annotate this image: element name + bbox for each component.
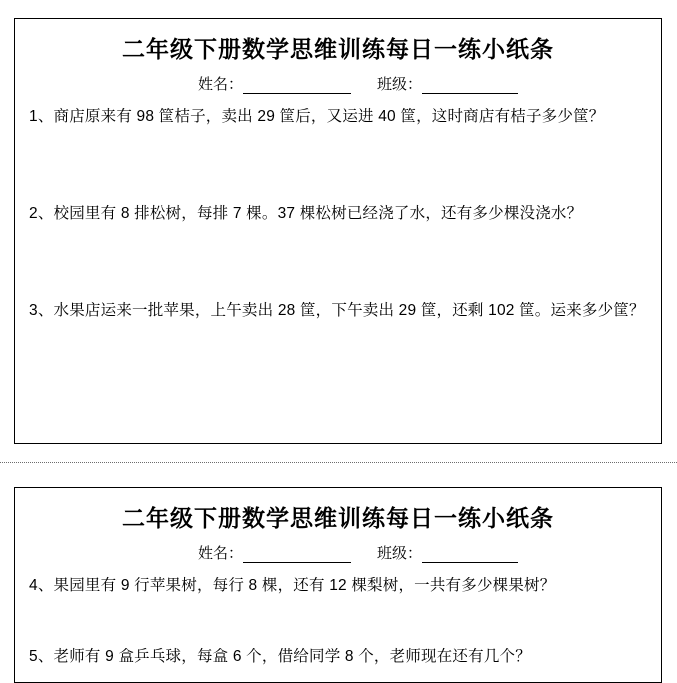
student-info-fields [29, 73, 647, 94]
cut-divider [0, 462, 677, 463]
class-field-label: 班级： [377, 76, 423, 94]
name-field [198, 73, 351, 94]
name-field-label: 姓名： [197, 76, 243, 94]
student-info-fields [29, 542, 647, 563]
question-item: 2、校园里有 8 排松树，每排 7 棵。37 棵松树已经浇了水，还有多少棵没浇水？ [29, 205, 583, 223]
question-item: 5、老师有 9 盒乒乓球，每盒 6 个，借给同学 8 个，老师现在还有几个？ [29, 648, 531, 666]
name-write-line[interactable] [243, 547, 351, 563]
worksheet-sheet-1 [14, 18, 662, 444]
question-item: 1、商店原来有 98 筐桔子，卖出 29 筐后，又运进 40 筐，这时商店有桔子多少筐？ [29, 108, 605, 126]
worksheet-sheet-2 [14, 487, 662, 683]
name-field [198, 542, 351, 563]
question-list-2 [29, 573, 647, 669]
question-item: 4、果园里有 9 行苹果树，每行 8 棵，还有 12 棵梨树，一共有多少棵果树？ [29, 577, 556, 595]
question-list-1 [29, 104, 647, 323]
question-item: 3、水果店运来一批苹果，上午卖出 28 筐，下午卖出 29 筐，还剩 102 筐。运来多少筐？ [29, 302, 645, 320]
class-field [377, 542, 518, 563]
page-title: 二年级下册数学思维训练每日一练小纸条 [122, 36, 554, 62]
page-title: 二年级下册数学思维训练每日一练小纸条 [122, 505, 554, 531]
class-field [377, 73, 518, 94]
class-field-label: 班级： [377, 545, 423, 563]
name-field-label: 姓名： [197, 545, 243, 563]
class-write-line[interactable] [422, 547, 518, 563]
class-write-line[interactable] [422, 78, 518, 94]
name-write-line[interactable] [243, 78, 351, 94]
